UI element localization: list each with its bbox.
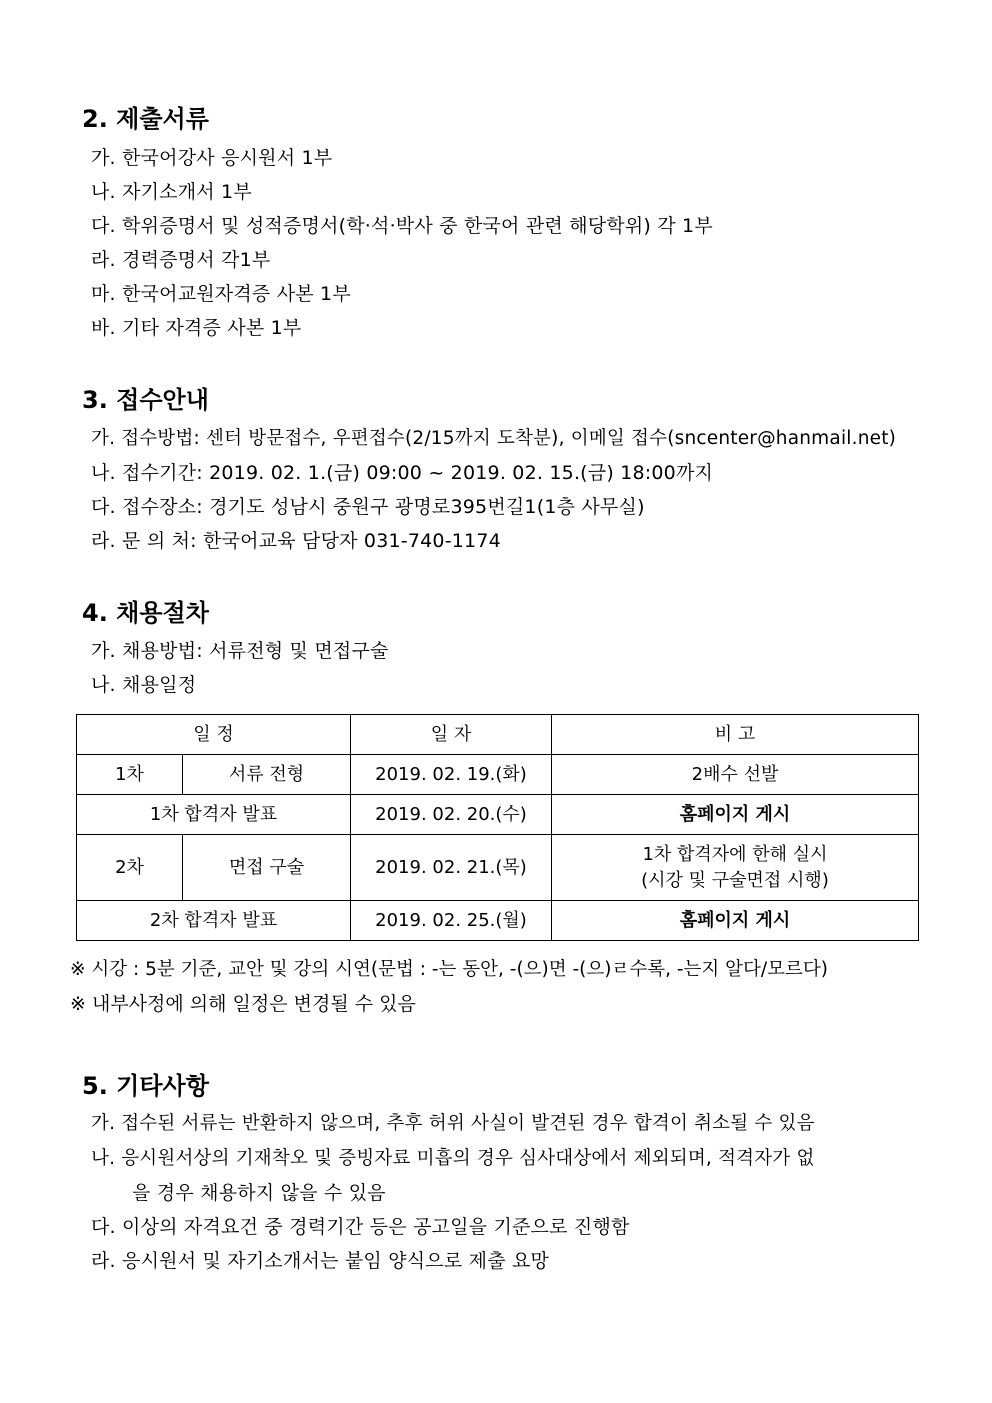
remarks-line: 1차 합격자에 한해 실시 xyxy=(642,843,828,865)
list-item: 나. 응시원서상의 기재착오 및 증빙자료 미흡의 경우 심사대상에서 제외되며, 적격자가 없 xyxy=(91,1148,815,1169)
date-cell: 2019. 02. 19.(화) xyxy=(351,755,552,795)
announcement-cell: 1차 합격자 발표 xyxy=(77,795,351,835)
date-cell: 2019. 02. 20.(수) xyxy=(351,795,552,835)
list-item: 마. 한국어교원자격증 사본 1부 xyxy=(91,283,351,305)
list-item: 나. 채용일정 xyxy=(91,674,197,696)
date-cell: 2019. 02. 25.(월) xyxy=(351,901,552,941)
list-item: 가. 접수된 서류는 반환하지 않으며, 추후 허위 사실이 발견된 경우 합격이 취소될 수 있음 xyxy=(91,1113,815,1134)
table-header-remarks: 비 고 xyxy=(552,715,919,755)
remarks-line: (시강 및 구술면접 시행) xyxy=(641,869,829,891)
section-heading-procedure: 4. 채용절차 xyxy=(82,599,209,627)
list-item: 라. 응시원서 및 자기소개서는 붙임 양식으로 제출 요망 xyxy=(91,1250,550,1272)
list-item: 가. 한국어강사 응시원서 1부 xyxy=(91,147,333,169)
remarks-cell: 2배수 선발 xyxy=(552,755,919,795)
table-row xyxy=(77,795,919,835)
list-item-continuation: 을 경우 채용하지 않을 수 있음 xyxy=(132,1182,386,1204)
list-item: 다. 이상의 자격요건 중 경력기간 등은 공고일을 기준으로 진행함 xyxy=(91,1216,630,1238)
table-header-row xyxy=(77,715,919,755)
announcement-cell: 2차 합격자 발표 xyxy=(77,901,351,941)
task-cell: 서류 전형 xyxy=(183,755,351,795)
remarks-cell: 홈페이지 게시 xyxy=(552,901,919,941)
list-item: 다. 학위증명서 및 성적증명서(학·석·박사 중 한국어 관련 해당학위) 각 1부 xyxy=(91,215,713,237)
task-cell: 면접 구술 xyxy=(183,835,351,901)
section-heading-documents: 2. 제출서류 xyxy=(82,105,209,133)
table-row xyxy=(77,901,919,941)
list-item: 가. 채용방법: 서류전형 및 면접구술 xyxy=(91,640,389,662)
table-row xyxy=(77,755,919,795)
section-heading-other: 5. 기타사항 xyxy=(82,1072,209,1100)
table-row xyxy=(77,835,919,901)
table-header-date: 일 자 xyxy=(351,715,552,755)
schedule-table xyxy=(76,714,919,941)
table-header-schedule: 일 정 xyxy=(77,715,351,755)
list-item: 다. 접수장소: 경기도 성남시 중원구 광명로395번길1(1층 사무실) xyxy=(91,496,645,518)
section-heading-reception: 3. 접수안내 xyxy=(82,386,209,414)
list-item: 라. 경력증명서 각1부 xyxy=(91,249,271,271)
list-item: 나. 자기소개서 1부 xyxy=(91,181,252,203)
list-item: 라. 문 의 처: 한국어교육 담당자 031-740-1174 xyxy=(91,530,501,552)
footnote: ※ 내부사정에 의해 일정은 변경될 수 있음 xyxy=(70,993,416,1015)
footnote: ※ 시강 : 5분 기준, 교안 및 강의 시연(문법 : -는 동안, -(으)면 -(으)ㄹ수록, -는지 알다/모르다) xyxy=(70,959,828,980)
list-item: 가. 접수방법: 센터 방문접수, 우편접수(2/15까지 도착분), 이메일 접수(sncenter@hanmail.net) xyxy=(91,428,897,449)
stage-cell: 2차 xyxy=(77,835,183,901)
remarks-cell xyxy=(552,835,919,901)
remarks-cell: 홈페이지 게시 xyxy=(552,795,919,835)
date-cell: 2019. 02. 21.(목) xyxy=(351,835,552,901)
stage-cell: 1차 xyxy=(77,755,183,795)
list-item: 나. 접수기간: 2019. 02. 1.(금) 09:00 ~ 2019. 02. 15.(금) 18:00까지 xyxy=(91,462,714,484)
list-item: 바. 기타 자격증 사본 1부 xyxy=(91,317,302,339)
